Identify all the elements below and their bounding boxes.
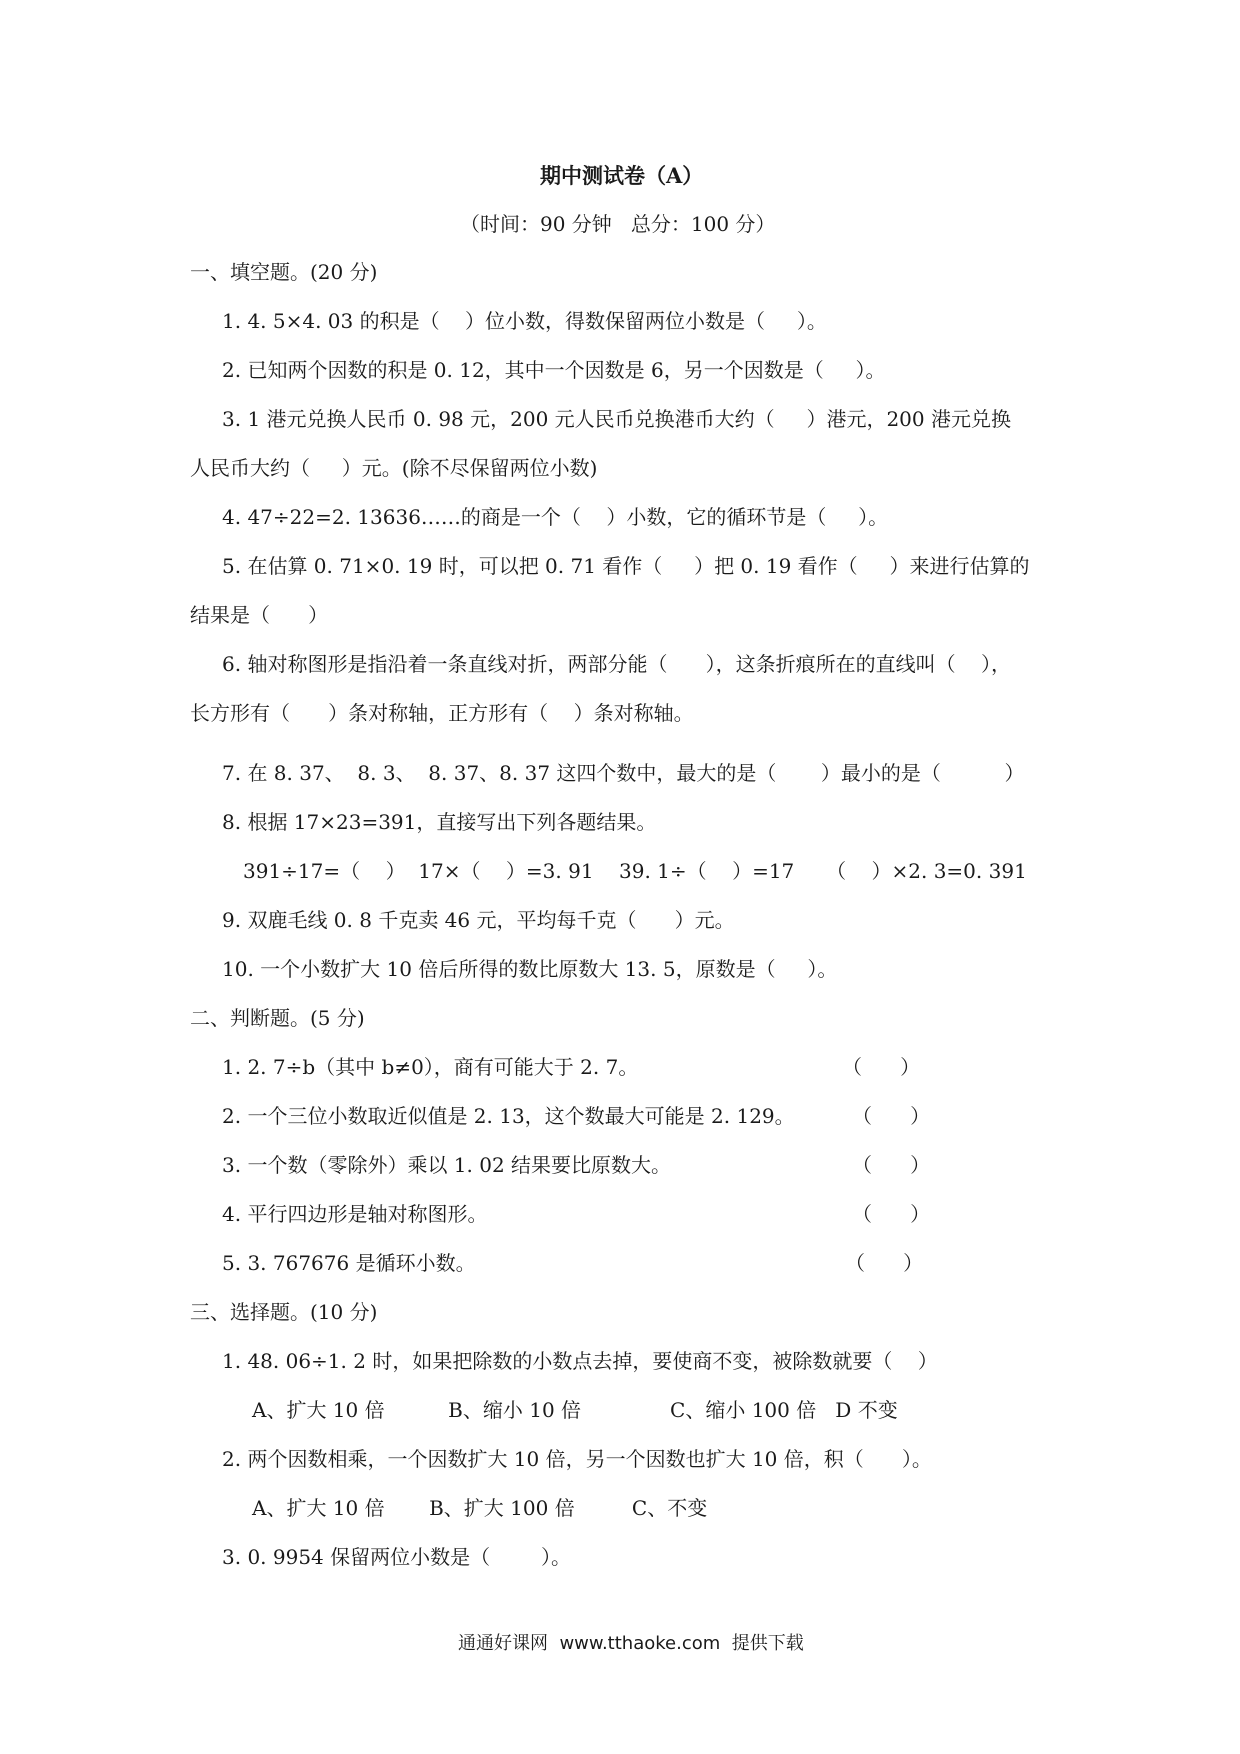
question-1-9: 9. 双鹿毛线 0. 8 千克卖 46 元，平均每千克（ ）元。: [222, 908, 735, 932]
choice-question-2: 2. 两个因数相乘，一个因数扩大 10 倍，另一个因数也扩大 10 倍，积（ ）。: [222, 1447, 932, 1471]
judge-answer-1: （ ）: [842, 1055, 921, 1079]
question-1-5-cont: 结果是（ ）: [190, 603, 329, 627]
section-heading-true-false: 二、判断题。(5 分): [190, 1006, 365, 1030]
question-1-8-items: 391÷17=（ ） 17×（ ）=3. 91 39. 1÷（ ）=17 （ ）×2. 3=0. 391: [243, 859, 1027, 883]
question-1-4: 4. 47÷22=2. 13636……的商是一个（ ）小数，它的循环节是（ ）。: [222, 505, 889, 529]
question-1-6: 6. 轴对称图形是指沿着一条直线对折，两部分能（ ），这条折痕所在的直线叫（ ），: [222, 652, 1012, 676]
judge-answer-5: （ ）: [845, 1251, 924, 1275]
section-heading-fill-in: 一、填空题。(20 分): [190, 260, 378, 284]
page-title: 期中测试卷（A）: [540, 163, 704, 188]
judge-item-3: 3. 一个数（零除外）乘以 1. 02 结果要比原数大。: [222, 1153, 672, 1177]
question-1-10: 10. 一个小数扩大 10 倍后所得的数比原数大 13. 5，原数是（ ）。: [222, 957, 838, 981]
question-1-6-cont: 长方形有（ ）条对称轴，正方形有（ ）条对称轴。: [190, 701, 694, 725]
choice-question-1: 1. 48. 06÷1. 2 时，如果把除数的小数点去掉，要使商不变，被除数就要（ ）: [222, 1349, 938, 1373]
section-heading-multiple-choice: 三、选择题。(10 分): [190, 1300, 378, 1324]
judge-item-5: 5. 3. 767676 是循环小数。: [222, 1251, 476, 1275]
question-1-3-cont: 人民币大约（ ）元。(除不尽保留两位小数): [190, 456, 598, 480]
question-1-7: 7. 在 8. 37、 8. 3、 8. 37、8. 37 这四个数中，最大的是（ ）最小的是（ ）: [222, 761, 1025, 785]
choice-question-3: 3. 0. 9954 保留两位小数是（ ）。: [222, 1545, 571, 1569]
question-1-2: 2. 已知两个因数的积是 0. 12，其中一个因数是 6，另一个因数是（ ）。: [222, 358, 886, 382]
judge-item-4: 4. 平行四边形是轴对称图形。: [222, 1202, 488, 1226]
question-1-3: 3. 1 港元兑换人民币 0. 98 元，200 元人民币兑换港币大约（ ）港元，200 港元兑换: [222, 407, 1011, 431]
question-1-8: 8. 根据 17×23=391，直接写出下列各题结果。: [222, 810, 657, 834]
judge-answer-2: （ ）: [852, 1104, 931, 1128]
exam-info: （时间：90 分钟 总分：100 分）: [460, 212, 776, 236]
judge-answer-3: （ ）: [852, 1153, 931, 1177]
choice-options-2: A、扩大 10 倍 B、扩大 100 倍 C、不变: [252, 1496, 708, 1520]
judge-item-1: 1. 2. 7÷b（其中 b≠0），商有可能大于 2. 7。: [222, 1055, 639, 1079]
judge-answer-4: （ ）: [852, 1202, 931, 1226]
footer-credit: 通通好课网 www.tthaoke.com 提供下载: [458, 1633, 804, 1654]
choice-options-1: A、扩大 10 倍 B、缩小 10 倍 C、缩小 100 倍 D 不变: [252, 1398, 898, 1422]
question-1-5: 5. 在估算 0. 71×0. 19 时，可以把 0. 71 看作（ ）把 0. 19 看作（ ）来进行估算的: [222, 554, 1030, 578]
question-1-1: 1. 4. 5×4. 03 的积是（ ）位小数，得数保留两位小数是（ ）。: [222, 309, 827, 333]
judge-item-2: 2. 一个三位小数取近似值是 2. 13，这个数最大可能是 2. 129。: [222, 1104, 795, 1128]
